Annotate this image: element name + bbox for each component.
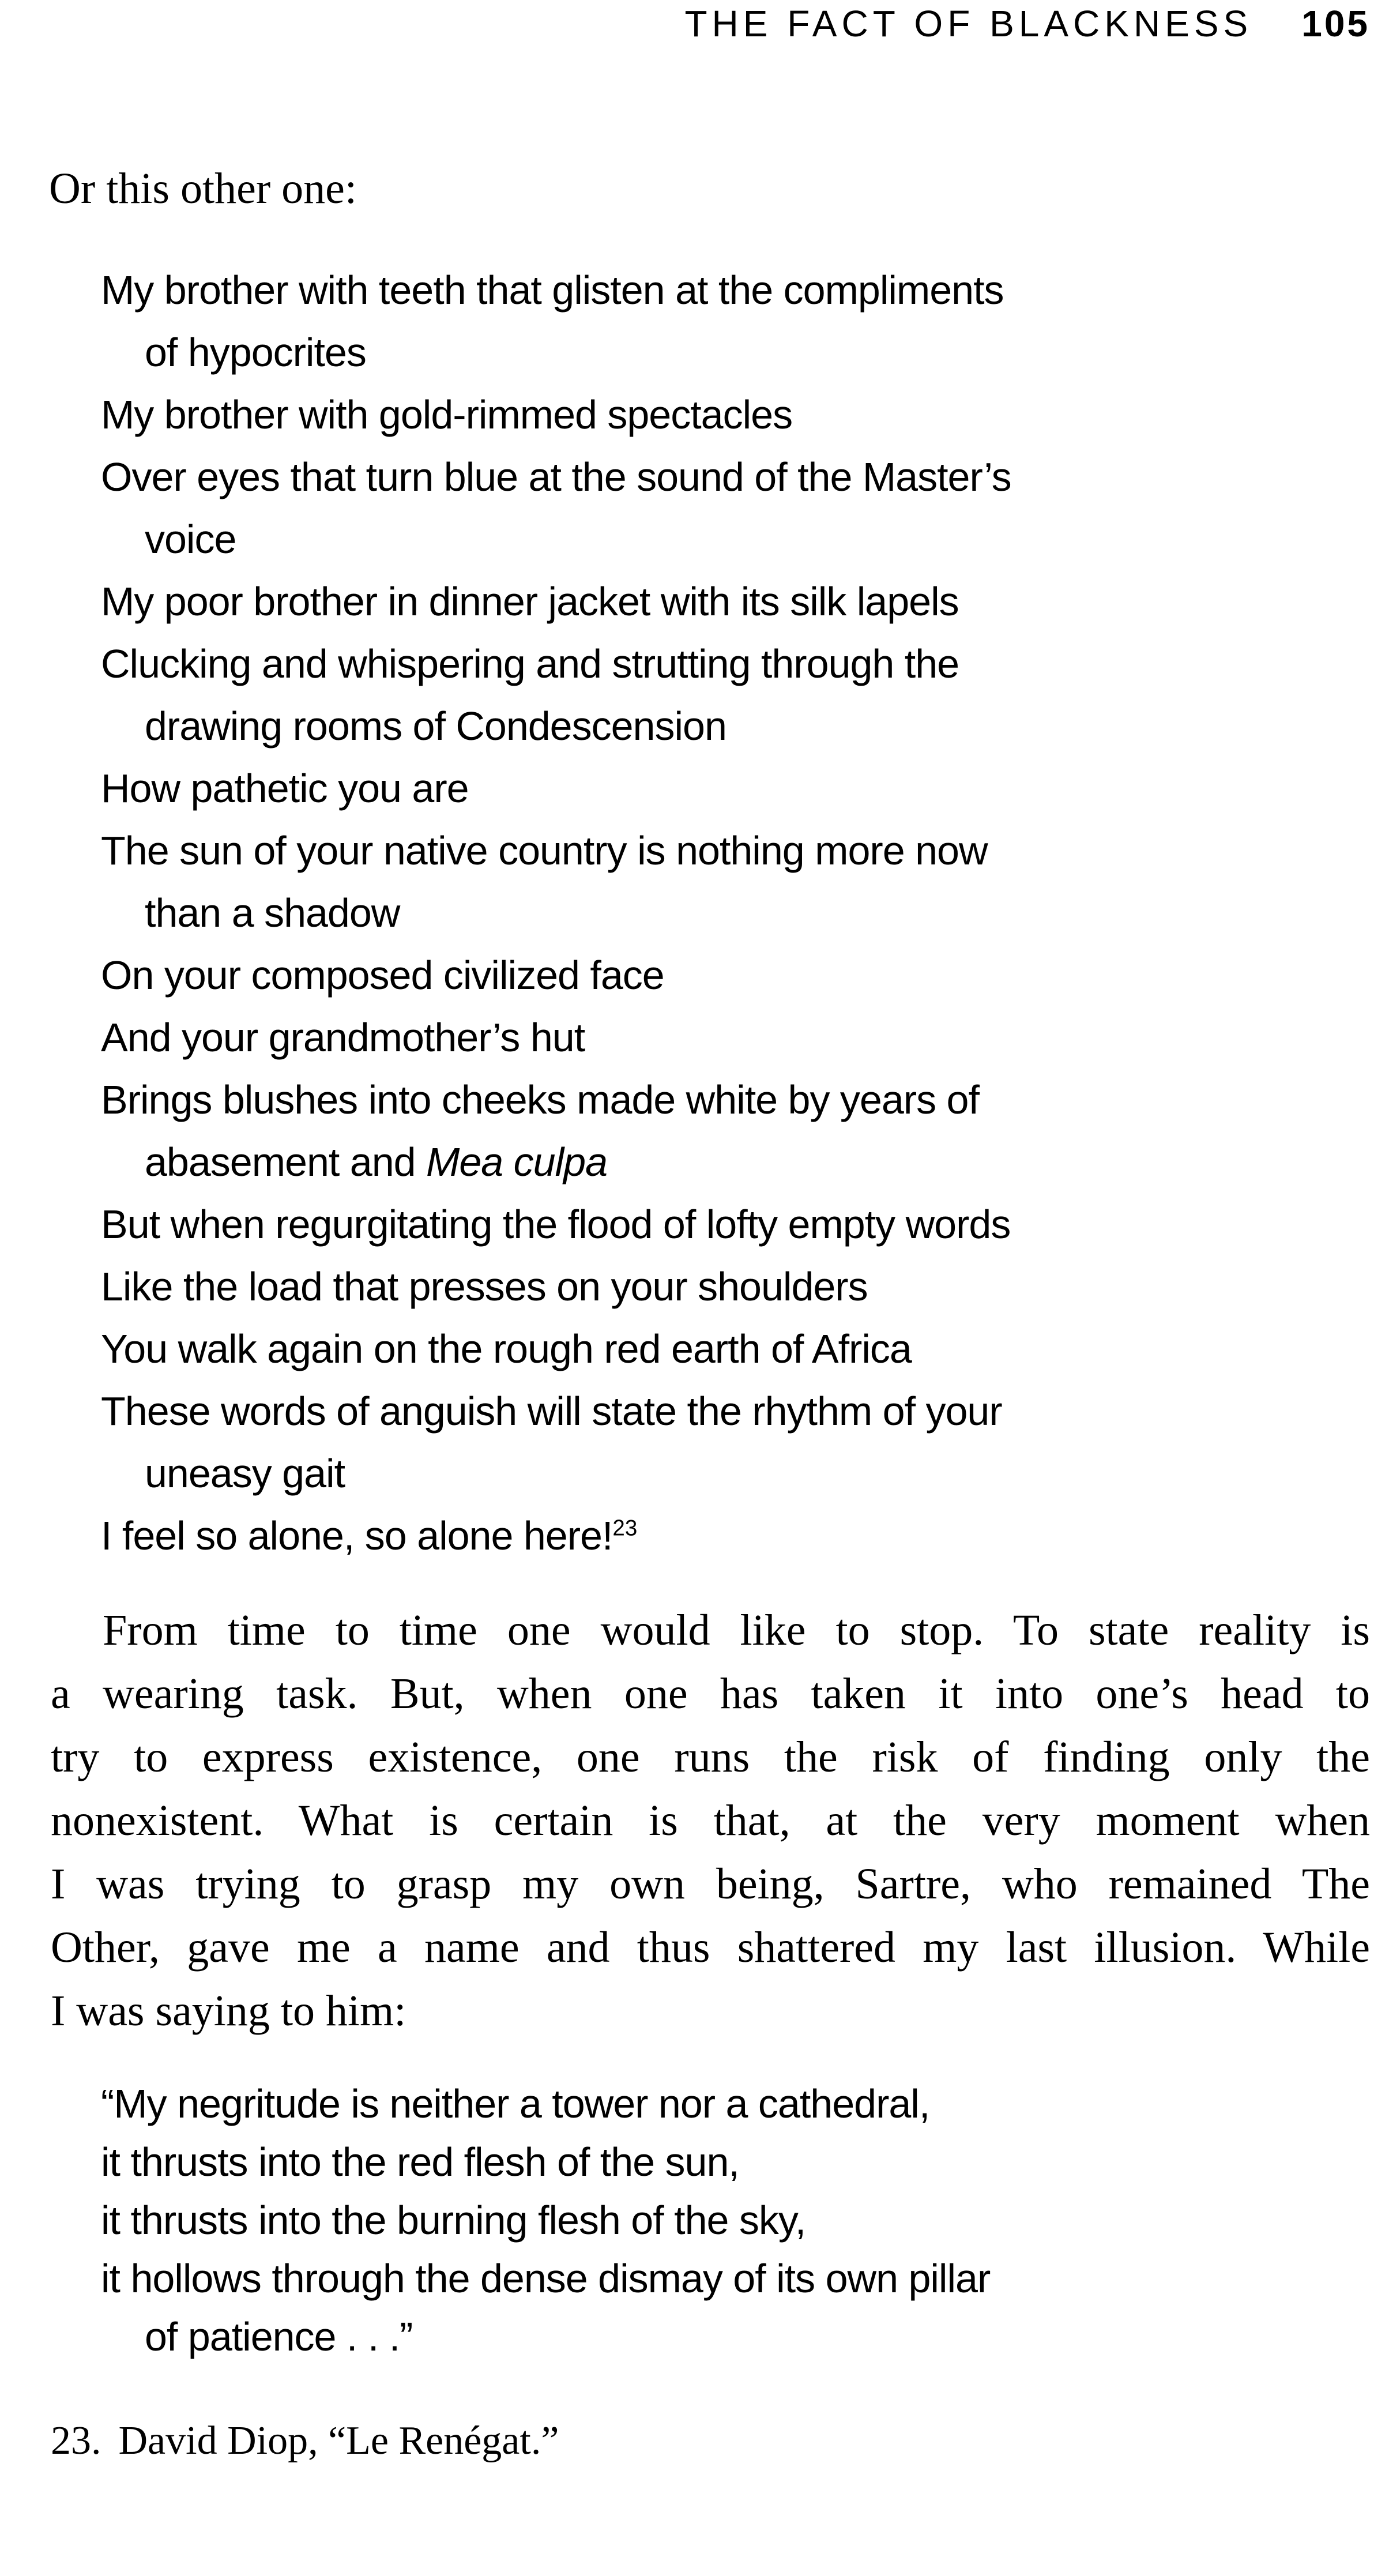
poem-line-text: it thrusts into the burning flesh of the sky, [101,2198,806,2243]
poem-line [101,2191,990,2250]
body-paragraph [51,1599,1370,2043]
poem-line-text: You walk again on the rough red earth of Africa [101,1326,912,1371]
poem-line-text: abasement and [145,1140,427,1184]
poem-line [101,1255,1011,1318]
poem-line [101,944,1011,1006]
footnote [51,2421,559,2461]
poem-line [101,819,1011,882]
paragraph-line: try to express existence, one runs the risk of finding only the [51,1733,1370,1781]
poem-line [101,1505,1011,1567]
poem-line-text: My poor brother in dinner jacket with its silk lapels [101,579,959,624]
poem-line-text: My brother with teeth that glisten at the compliments [101,268,1004,313]
poem-line-text: Clucking and whispering and strutting through the [101,641,959,686]
poem-line [101,508,1011,570]
poem-block-diop [101,259,1011,1567]
poem-line [101,2133,990,2191]
page-number: 105 [1301,3,1370,44]
poem-line [101,882,1011,944]
poem-line-italic-text: Mea culpa [426,1140,607,1184]
footnote-reference: 23 [612,1515,638,1541]
poem-line [101,1442,1011,1505]
poem-line [101,1131,1011,1193]
poem-line-text: Like the load that presses on your shoulders [101,1264,868,1309]
poem-line-text: These words of anguish will state the rhythm of your [101,1389,1002,1434]
poem-line [101,446,1011,508]
footnote-text: David Diop, “Le Renégat.” [118,2419,559,2463]
poem-line [101,259,1011,321]
poem-line [101,2250,990,2308]
paragraph-line: a wearing task. But, when one has taken it into one’s head to [51,1669,1370,1718]
poem-line-text: of hypocrites [145,330,366,375]
poem-line [101,570,1011,633]
poem-line-text: On your composed civilized face [101,953,664,998]
poem-line-text: Over eyes that turn blue at the sound of the Master’s [101,454,1011,499]
poem-line [101,1006,1011,1069]
poem-line [101,2308,990,2366]
poem-line-text: it thrusts into the red flesh of the sun, [101,2139,739,2184]
poem-line [101,1318,1011,1380]
poem-line-text: of patience . . .” [145,2314,413,2359]
poem-line-text: And your grandmother’s hut [101,1015,585,1060]
intro-line: Or this other one: [49,164,357,213]
poem-line-text: uneasy gait [145,1451,345,1496]
poem-line-text: voice [145,517,236,562]
poem-line-text: The sun of your native country is nothing more now [101,828,988,873]
footnote-number: 23. [51,2419,101,2463]
poem-line-text: than a shadow [145,890,400,935]
poem-line [101,321,1011,383]
poem-line-text: I feel so alone, so alone here! [101,1513,613,1558]
poem-line-text: But when regurgitating the flood of lofty empty words [101,1202,1011,1247]
paragraph-line: From time to time one would like to stop. To state reality is [103,1606,1370,1654]
poem-line [101,1193,1011,1255]
poem-block-negritude [101,2075,990,2366]
paragraph-line: I was saying to him: [51,1987,406,2035]
poem-line [101,1380,1011,1442]
poem-line [101,757,1011,819]
poem-line [101,2075,990,2133]
poem-line-text: Brings blushes into cheeks made white by years of [101,1077,979,1122]
running-header [684,2,1370,45]
chapter-title: THE FACT OF BLACKNESS [684,3,1253,44]
poem-line-text: My brother with gold-rimmed spectacles [101,392,793,437]
poem-line-text: it hollows through the dense dismay of its own pillar [101,2256,991,2301]
paragraph-line: Other, gave me a name and thus shattered my last illusion. While [51,1923,1370,1972]
poem-line [101,695,1011,757]
paragraph-line: I was trying to grasp my own being, Sartre, who remained The [51,1860,1370,1908]
poem-line-text: How pathetic you are [101,766,469,811]
poem-line [101,1069,1011,1131]
paragraph-line: nonexistent. What is certain is that, at the very moment when [51,1796,1370,1845]
poem-line-text: “My negritude is neither a tower nor a cathedral, [101,2081,930,2126]
poem-line [101,383,1011,446]
poem-line-text: drawing rooms of Condescension [145,704,727,749]
poem-line [101,633,1011,695]
